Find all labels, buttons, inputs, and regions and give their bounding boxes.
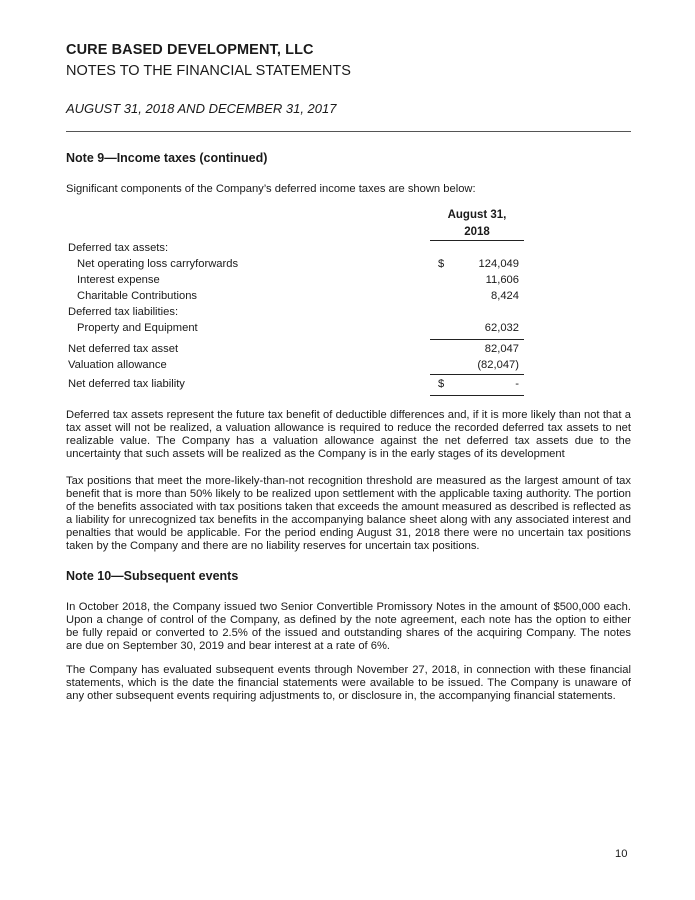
- company-name: CURE BASED DEVELOPMENT, LLC: [66, 42, 314, 58]
- table-row: [66, 378, 526, 394]
- note10-paragraph-2: The Company has evaluated subsequent events through November 27, 2018, in connection with these financial statements, which is the date the financial statements were available to be issued. The Company is unaware of any other subsequent events requiring adjustments to, or disclosure in, the accompanying financial statements.: [66, 664, 631, 703]
- table-row: [66, 242, 526, 258]
- column-header-year: 2018: [464, 226, 490, 238]
- total-rule: [430, 374, 524, 375]
- row-label: Net operating loss carryforwards: [77, 258, 239, 270]
- column-header-underline: [430, 240, 524, 241]
- table-row: [66, 359, 526, 375]
- subtotal-rule: [430, 339, 524, 340]
- note9-intro: Significant components of the Company’s deferred income taxes are shown below:: [66, 183, 476, 195]
- currency-symbol: $: [438, 378, 445, 390]
- note10-paragraph-1: In October 2018, the Company issued two Senior Convertible Promissory Notes in the amount of $500,000 each. Upon a change of control of the Company, as defined by the note agreement, each note has the option to either be fully repaid or converted to 2.5% of the issued and outstanding shares of the acquiring Company. The notes are due on September 30, 2019 and bear interest at a rate of 6%.: [66, 601, 631, 653]
- row-value: (82,047): [477, 359, 519, 371]
- row-label: Net deferred tax asset: [68, 343, 179, 355]
- note9-paragraph-2: Tax positions that meet the more-likely-than-not recognition threshold are measured as the largest amount of tax benefit that is more than 50% likely to be realized upon settlement with the applicable taxing authority. The portion of the benefits associated with tax positions taken that exceeds the amount measured as described is reflected as a liability for unrecognized tax benefits in the accompanying balance sheet along with any associated interest and penalties that would be applicable. For the period ending August 31, 2018 there were no uncertain tax positions taken by the Company and there are no liability reserves for uncertain tax positions.: [66, 475, 631, 553]
- row-label: Valuation allowance: [68, 359, 167, 371]
- column-header-date: August 31,: [447, 209, 507, 221]
- reporting-period: AUGUST 31, 2018 AND DECEMBER 31, 2017: [66, 101, 337, 116]
- row-value: -: [515, 378, 519, 390]
- page-number: 10: [615, 848, 628, 860]
- header-divider: [66, 131, 631, 132]
- row-value: 82,047: [484, 343, 519, 355]
- row-label: Interest expense: [77, 274, 160, 286]
- table-row: [66, 258, 526, 274]
- row-label: Deferred tax assets:: [68, 242, 169, 254]
- note9-paragraph-1: Deferred tax assets represent the future tax benefit of deductible differences and, if it is more likely than not that a tax asset will not be realized, a valuation allowance is required to reduce the recorded deferred tax assets to net realizable value. The Company has a valuation allowance against the net deferred tax assets due to the uncertainty that such assets will be realized as the Company is in the early stages of its development: [66, 409, 631, 461]
- row-value: 62,032: [484, 322, 519, 334]
- table-row: [66, 322, 526, 338]
- row-label: Property and Equipment: [77, 322, 198, 334]
- note9-heading: Note 9—Income taxes (continued): [66, 151, 268, 165]
- row-value: 8,424: [491, 290, 519, 302]
- table-row: [66, 343, 526, 359]
- row-value: 124,049: [478, 258, 519, 270]
- document-subtitle: NOTES TO THE FINANCIAL STATEMENTS: [66, 63, 351, 79]
- table-row: [66, 290, 526, 306]
- note10-heading: Note 10—Subsequent events: [66, 569, 239, 583]
- table-row: [66, 306, 526, 322]
- row-label: Net deferred tax liability: [68, 378, 185, 390]
- table-row: [66, 274, 526, 290]
- row-label: Deferred tax liabilities:: [68, 306, 179, 318]
- row-label: Charitable Contributions: [77, 290, 198, 302]
- row-value: 11,606: [485, 274, 519, 286]
- currency-symbol: $: [438, 258, 445, 270]
- total-double-rule-top: [430, 395, 524, 396]
